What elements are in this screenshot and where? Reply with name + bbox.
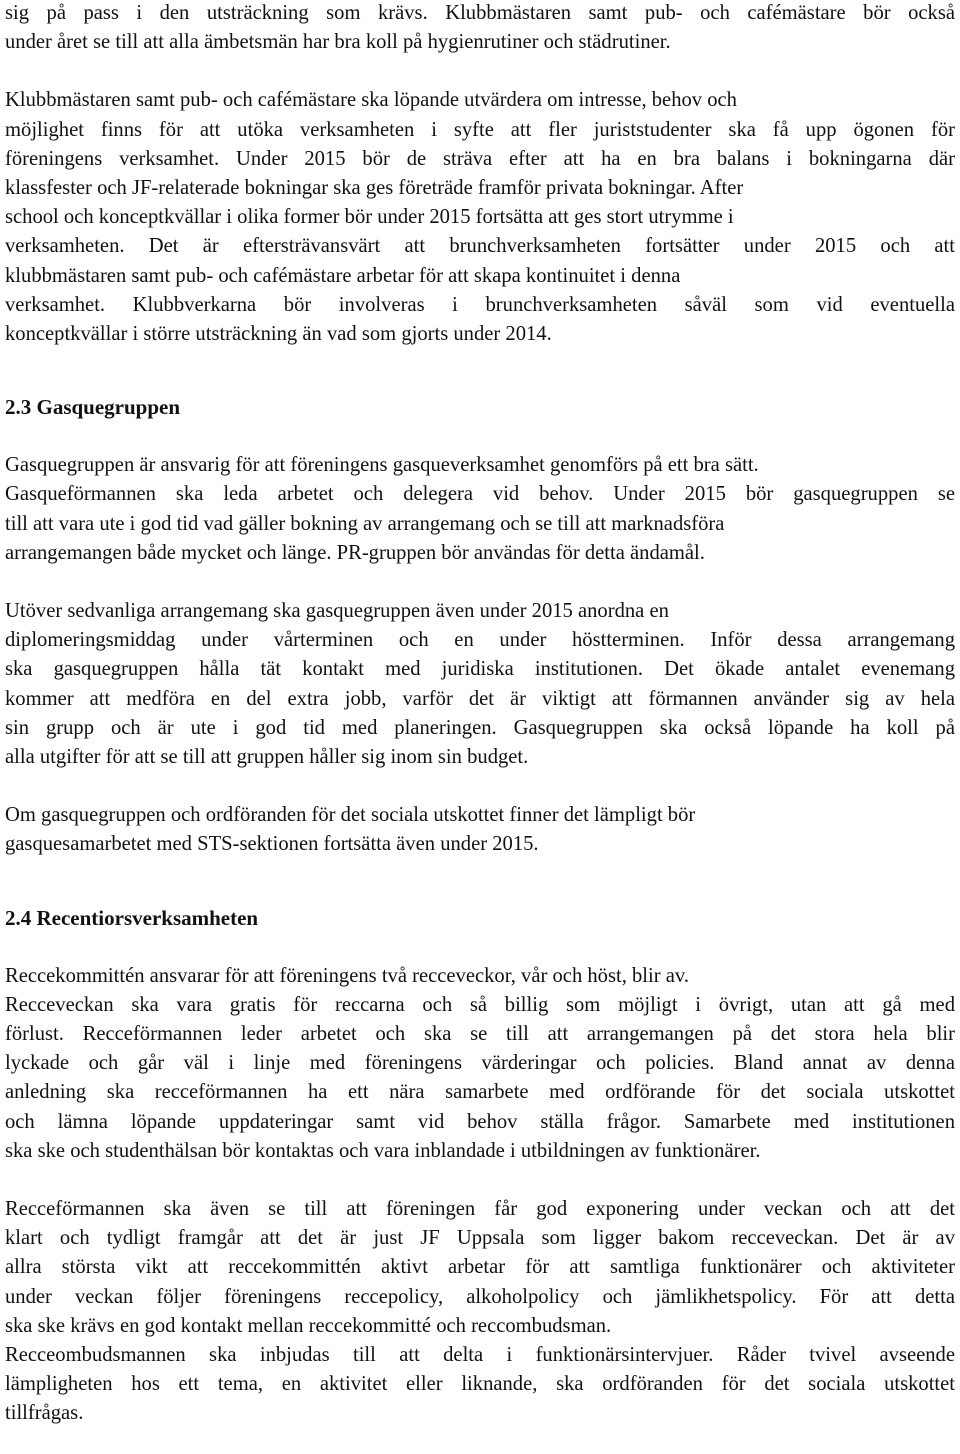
paragraph-hygiene [5, 0, 955, 57]
text-line: ska ske och studenthälsan bör kontaktas och vara inblandade i utbildningen av funktionärer. [5, 1139, 761, 1162]
text-line: konceptkvällar i större utsträckning än vad som gjorts under 2014. [5, 322, 552, 345]
text-line: verksamheten. Det är eftersträvansvärt att brunchverksamheten fortsätter under 2015 och att [5, 235, 955, 258]
text-line: klart och tydligt framgår att det är just JF Uppsala som ligger bakom recceveckan. Det är av [5, 1227, 955, 1250]
paragraph-reccekommitten [5, 962, 955, 1166]
text-line: school och konceptkvällar i olika former bör under 2015 fortsätta att ges stort utrymme i [5, 206, 734, 229]
text-line: föreningens verksamhet. Under 2015 bör de sträva efter att ha en bra balans i bokningarna där [5, 147, 955, 170]
section-heading-gasquegruppen: 2.3 Gasquegruppen [5, 395, 181, 420]
document-page [5, 0, 955, 1429]
paragraph-gasque-responsibility [5, 451, 955, 568]
paragraph-gasque-events [5, 597, 955, 772]
text-line: Om gasquegruppen och ordföranden för det sociala utskottet finner det lämpligt bör [5, 804, 696, 827]
text-line: ska ske krävs en god kontakt mellan reccekommitté och reccombudsman. [5, 1314, 612, 1337]
text-line: Recceförmannen ska även se till att föreningen får god exponering under veckan och att det [5, 1198, 955, 1220]
text-line: Recceveckan ska vara gratis för reccarna och så billig som möjligt i övrigt, utan att gå med [5, 993, 955, 1016]
text-line: verksamhet. Klubbverkarna bör involveras i brunchverksamheten såväl som vid eventuella [5, 293, 955, 316]
text-line: allra största vikt att reccekommittén aktivt arbetar för att samtliga funktionärer och aktiviteter [5, 1256, 955, 1279]
text-line: lämpligheten hos ett tema, en aktivitet eller liknande, ska ordföranden för det sociala utskottet [5, 1373, 955, 1396]
text-line: Klubbmästaren samt pub- och cafémästare ska löpande utvärdera om intresse, behov och [5, 89, 737, 112]
text-line: gasquesamarbetet med STS-sektionen fortsätta även under 2015. [5, 833, 539, 856]
text-line: klubbmästaren samt pub- och cafémästare arbetar för att skapa kontinuitet i denna [5, 264, 681, 287]
text-line: sin grupp och är ute i god tid med planeringen. Gasquegruppen ska också löpande ha koll på [5, 716, 955, 739]
text-line: sig på pass i den utsträckning som krävs. Klubbmästaren samt pub- och cafémästare bör också [5, 2, 955, 24]
text-line: arrangemangen både mycket och länge. PR-gruppen bör användas för detta ändamål. [5, 541, 705, 564]
text-line: kommer att medföra en del extra jobb, varför det är viktigt att förmannen använder sig av hela [5, 687, 955, 710]
section-heading-recentiorsverksamheten: 2.4 Recentiorsverksamheten [5, 905, 259, 930]
text-line: klassfester och JF-relaterade bokningar ska ges företräde framför privata bokningar. After [5, 176, 744, 199]
text-line: möjlighet finns för att utöka verksamheten i syfte att fler juriststudenter ska få upp ögonen för [5, 118, 955, 141]
text-line: anledning ska recceförmannen ha ett nära samarbete med ordförande för det sociala utskottet [5, 1081, 955, 1104]
text-line: lyckade och går väl i linje med föreningens värderingar och policies. Bland annat av denna [5, 1052, 955, 1075]
text-line: tillfrågas. [5, 1402, 84, 1425]
text-line: och lämna löpande uppdateringar samt vid behov ställa frågor. Samarbete med institutionen [5, 1110, 955, 1133]
text-line: under veckan följer föreningens reccepolicy, alkoholpolicy och jämlikhetspolicy. För att detta [5, 1285, 955, 1308]
text-line: Recceombudsmannen ska inbjudas till att delta i funktionärsintervjuer. Råder tvivel avseende [5, 1343, 955, 1366]
text-line: Gasqueförmannen ska leda arbetet och delegera vid behov. Under 2015 bör gasquegruppen se [5, 483, 955, 506]
text-line: Utöver sedvanliga arrangemang ska gasquegruppen även under 2015 anordna en [5, 600, 669, 622]
paragraph-sts-cooperation [5, 801, 955, 859]
text-line: ska gasquegruppen hålla tät kontakt med juridiska institutionen. Det ökade antalet evenemang [5, 658, 955, 681]
text-line: diplomeringsmiddag under vårterminen och en under höstterminen. Inför dessa arrangemang [5, 629, 955, 652]
text-line: till att vara ute i god tid vad gäller bokning av arrangemang och se till att marknadsföra [5, 512, 725, 535]
text-line: Reccekommittén ansvarar för att föreningens två recceveckor, vår och höst, blir av. [5, 964, 690, 987]
paragraph-recceformannen [5, 1195, 955, 1429]
text-line: Gasquegruppen är ansvarig för att föreningens gasqueverksamhet genomförs på ett bra sätt. [5, 454, 759, 477]
paragraph-evaluation [5, 86, 955, 349]
text-line: under året se till att alla ämbetsmän har bra koll på hygienrutiner och städrutiner. [5, 31, 671, 54]
text-line: förlust. Recceförmannen leder arbetet och ska se till att arrangemangen på det stora hela blir [5, 1023, 955, 1046]
text-line: alla utgifter för att se till att gruppen håller sig inom sin budget. [5, 745, 529, 768]
